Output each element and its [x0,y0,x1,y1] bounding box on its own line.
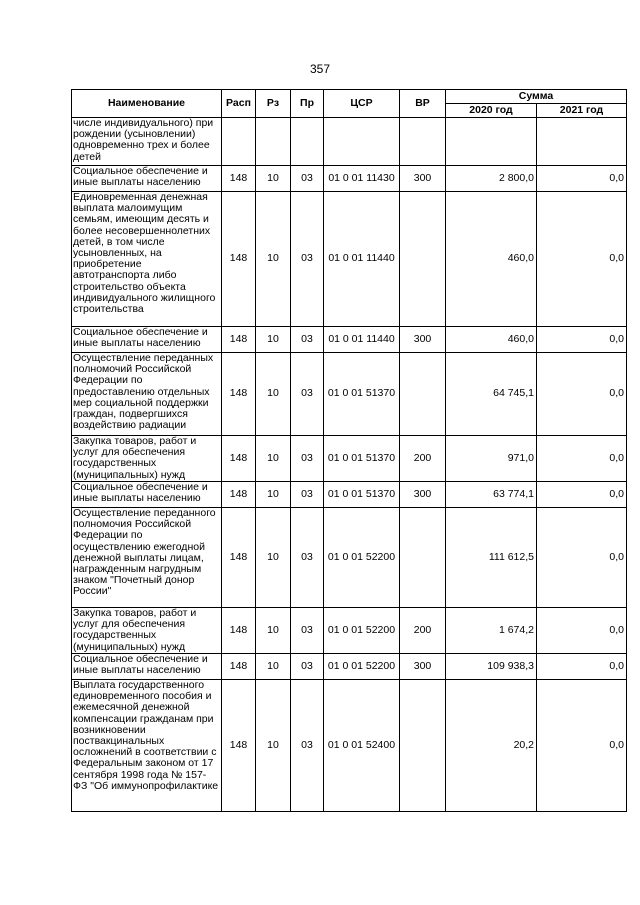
row-rasp: 148 [222,608,256,654]
row-sum-2020: 63 774,1 [446,482,537,508]
row-vr: 300 [400,166,446,192]
table-row [72,482,627,508]
row-vr [400,508,446,608]
row-sum-2020: 111 612,5 [446,508,537,608]
row-csr: 01 0 01 51370 [324,436,400,482]
row-name: Социальное обеспечение и иные выплаты населению [72,482,222,508]
row-vr [400,192,446,327]
row-pr: 03 [291,166,324,192]
header-2020: 2020 год [446,104,537,118]
row-rasp: 148 [222,482,256,508]
header-csr: ЦСР [324,90,400,118]
row-pr: 03 [291,353,324,436]
row-sum-2020: 20,2 [446,680,537,812]
row-sum-2021: 0,0 [537,192,627,327]
row-csr [324,118,400,166]
table-row [72,192,627,327]
row-pr: 03 [291,680,324,812]
row-csr: 01 0 01 11440 [324,192,400,327]
row-csr: 01 0 01 11430 [324,166,400,192]
row-rasp: 148 [222,327,256,353]
table-row [72,436,627,482]
budget-table [71,89,627,812]
row-sum-2021: 0,0 [537,654,627,680]
row-sum-2021: 0,0 [537,608,627,654]
page-number: 357 [309,62,331,76]
row-sum-2020: 2 800,0 [446,166,537,192]
row-sum-2021: 0,0 [537,482,627,508]
row-rz: 10 [256,608,291,654]
row-sum-2020: 109 938,3 [446,654,537,680]
header-row [72,90,627,104]
row-vr: 300 [400,327,446,353]
row-sum-2021: 0,0 [537,353,627,436]
row-pr: 03 [291,436,324,482]
row-name: числе индивидуального) при рождении (усыновлении) одновременно трех и более детей [72,118,222,166]
row-sum-2020: 64 745,1 [446,353,537,436]
row-sum-2021: 0,0 [537,508,627,608]
row-vr [400,353,446,436]
table-row [72,166,627,192]
row-rz: 10 [256,353,291,436]
row-rasp: 148 [222,654,256,680]
row-csr: 01 0 01 51370 [324,353,400,436]
row-rz: 10 [256,508,291,608]
row-rasp: 148 [222,166,256,192]
row-name: Осуществление переданных полномочий Российской Федерации по предоставлению отдельных мер социальной поддержки граждан, подвергшихся воздействию радиации [72,353,222,436]
row-csr: 01 0 01 52200 [324,508,400,608]
row-name: Закупка товаров, работ и услуг для обеспечения государственных (муниципальных) нужд [72,436,222,482]
row-name: Социальное обеспечение и иные выплаты населению [72,327,222,353]
row-vr [400,680,446,812]
row-pr: 03 [291,608,324,654]
row-name: Осуществление переданного полномочия Российской Федерации по осуществлению ежегодной денежной выплаты лицам, награжденным нагрудным знаком "Почетный донор России" [72,508,222,608]
row-rasp: 148 [222,192,256,327]
table-row [72,327,627,353]
row-rz: 10 [256,654,291,680]
row-rz: 10 [256,166,291,192]
row-csr: 01 0 01 52200 [324,654,400,680]
table-row [72,353,627,436]
row-pr [291,118,324,166]
row-sum-2020: 460,0 [446,192,537,327]
row-rasp: 148 [222,508,256,608]
row-csr: 01 0 01 52200 [324,608,400,654]
row-name: Закупка товаров, работ и услуг для обеспечения государственных (муниципальных) нужд [72,608,222,654]
row-rasp: 148 [222,680,256,812]
row-vr: 200 [400,436,446,482]
row-pr: 03 [291,192,324,327]
row-pr: 03 [291,508,324,608]
header-2021: 2021 год [537,104,627,118]
table-row [72,118,627,166]
row-sum-2021: 0,0 [537,327,627,353]
row-rz: 10 [256,192,291,327]
row-name: Выплата государственного единовременного пособия и ежемесячной денежной компенсации гражданам при возникновении поствакцинальных осложнений в соответствии с Федеральным законом от 17 сентября 1998 года № 157-ФЗ "Об иммунопрофилактике [72,680,222,812]
row-csr: 01 0 01 51370 [324,482,400,508]
row-rasp: 148 [222,436,256,482]
row-sum-2021: 0,0 [537,436,627,482]
row-rz: 10 [256,327,291,353]
row-vr [400,118,446,166]
row-pr: 03 [291,654,324,680]
row-name: Социальное обеспечение и иные выплаты населению [72,654,222,680]
table-row [72,654,627,680]
header-pr: Пр [291,90,324,118]
row-name: Социальное обеспечение и иные выплаты населению [72,166,222,192]
row-csr: 01 0 01 52400 [324,680,400,812]
header-rasp: Расп [222,90,256,118]
row-rz: 10 [256,482,291,508]
row-rz: 10 [256,436,291,482]
header-sum: Сумма [446,90,627,104]
row-sum-2020: 1 674,2 [446,608,537,654]
row-rasp: 148 [222,353,256,436]
table-row [72,508,627,608]
header-name: Наименование [72,90,222,118]
row-sum-2020: 971,0 [446,436,537,482]
row-pr: 03 [291,482,324,508]
row-rz: 10 [256,680,291,812]
row-csr: 01 0 01 11440 [324,327,400,353]
row-vr: 200 [400,608,446,654]
table-row [72,608,627,654]
header-vr: ВР [400,90,446,118]
row-rz [256,118,291,166]
row-sum-2021 [537,118,627,166]
row-vr: 300 [400,482,446,508]
row-sum-2020 [446,118,537,166]
row-sum-2021: 0,0 [537,680,627,812]
header-rz: Рз [256,90,291,118]
row-pr: 03 [291,327,324,353]
row-name: Единовременная денежная выплата малоимущим семьям, имеющим десять и более несовершеннолетних детей, в том числе усыновленных, на приобретение автотранспорта либо строительство объекта индивидуального жилищного строительства [72,192,222,327]
row-sum-2021: 0,0 [537,166,627,192]
row-rasp [222,118,256,166]
row-vr: 300 [400,654,446,680]
table-row [72,680,627,812]
row-sum-2020: 460,0 [446,327,537,353]
